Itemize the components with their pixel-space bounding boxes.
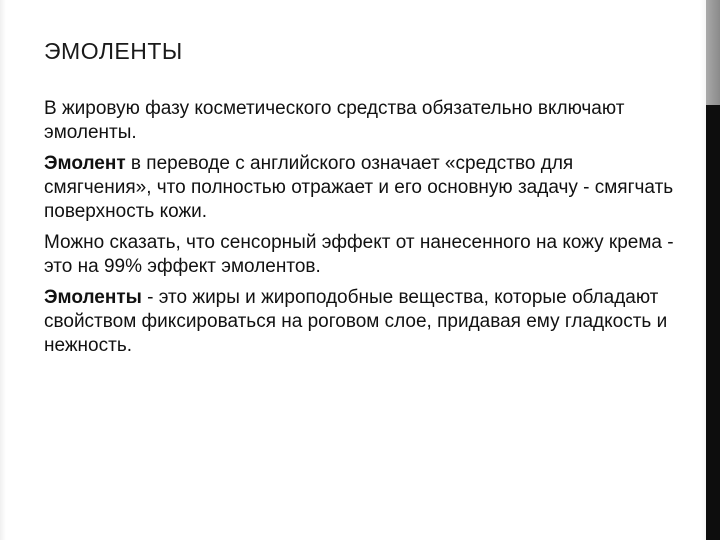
paragraph-emolients-description xyxy=(44,286,684,358)
term-emolients: Эмоленты xyxy=(44,287,142,308)
paragraph-intro xyxy=(44,97,684,145)
right-edge-bar-accent xyxy=(706,0,720,105)
term-emolient: Эмолент xyxy=(44,153,126,174)
paragraph-sensory-effect-text: Можно сказать, что сенсорный эффект от нанесенного на кожу крема - это на 99% эффект эмолентов. xyxy=(44,232,674,277)
paragraph-intro-text: В жировую фазу косметического средства обязательно включают эмоленты. xyxy=(44,98,625,143)
slide-body xyxy=(44,97,684,365)
paragraph-emolient-definition-text: в переводе с английского означает «средство для смягчения», что полностью отражает и его основную задачу - смягчать поверхность кожи. xyxy=(44,153,674,222)
slide-title: ЭМОЛЕНТЫ xyxy=(44,38,183,64)
paragraph-sensory-effect xyxy=(44,231,684,279)
paragraph-emolients-description-text: - это жиры и жироподобные вещества, которые обладают свойством фиксироваться на роговом слое, придавая ему гладкость и нежность. xyxy=(44,287,668,356)
paragraph-emolient-definition xyxy=(44,152,684,224)
